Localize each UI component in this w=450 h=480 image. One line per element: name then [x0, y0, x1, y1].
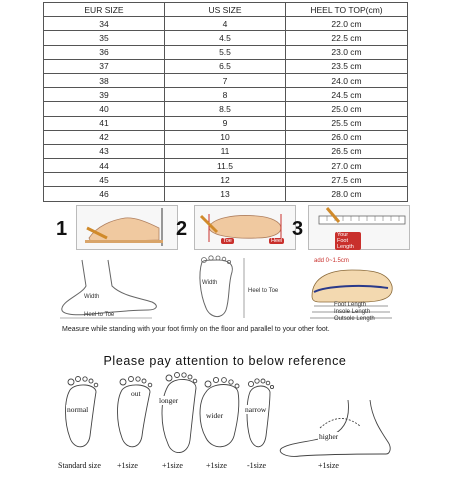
- eur-size-cell: 43: [44, 144, 165, 158]
- step-number-1: 1: [56, 218, 68, 240]
- measure-instruction: Measure while standing with your foot firmly on the floor and parallel to your other foot.: [62, 326, 330, 333]
- eur-size-cell: 35: [44, 31, 165, 45]
- header-heel-to-top: HEEL TO TOP(cm): [286, 3, 408, 17]
- step-2-image: [194, 205, 296, 250]
- heel-to-top-cell: 23.0 cm: [286, 45, 408, 59]
- foot-shape-drawings: [0, 370, 450, 470]
- eur-size-cell: 39: [44, 88, 165, 102]
- size-label-wider: +1size: [206, 461, 227, 470]
- toe-tag: Toe: [223, 238, 232, 244]
- heel-to-top-cell: 22.5 cm: [286, 31, 408, 45]
- heel-to-top-cell: 22.0 cm: [286, 17, 408, 31]
- heel-tag: Heel: [271, 238, 283, 244]
- size-label-out: +1size: [117, 461, 138, 470]
- us-size-cell: 11: [165, 144, 286, 158]
- table-row: [44, 116, 408, 130]
- eur-size-cell: 44: [44, 159, 165, 173]
- header-eur-size: EUR SIZE: [44, 3, 165, 17]
- heel-to-top-cell: 28.0 cm: [286, 187, 408, 201]
- width-label-top: Width: [202, 280, 218, 286]
- eur-size-cell: 36: [44, 45, 165, 59]
- foot-label-normal: normal: [67, 405, 89, 414]
- heel-to-top-cell: 26.0 cm: [286, 130, 408, 144]
- us-size-cell: 7: [165, 73, 286, 87]
- foot-measure-diagrams: [52, 256, 408, 324]
- table-row: [44, 31, 408, 45]
- heel-to-top-cell: 26.5 cm: [286, 144, 408, 158]
- eur-size-cell: 34: [44, 17, 165, 31]
- heel-to-toe-label-top: Heel to Toe: [248, 288, 279, 294]
- foot-label-higher: higher: [319, 432, 339, 441]
- foot-length-label: Foot Length: [334, 302, 367, 308]
- step-number-2: 2: [176, 218, 188, 240]
- eur-size-cell: 41: [44, 116, 165, 130]
- size-label-longer: +1size: [162, 461, 183, 470]
- eur-size-cell: 40: [44, 102, 165, 116]
- table-row: [44, 173, 408, 187]
- heel-to-top-cell: 23.5 cm: [286, 59, 408, 73]
- table-row: [44, 144, 408, 158]
- heel-to-top-cell: 25.0 cm: [286, 102, 408, 116]
- eur-size-cell: 37: [44, 59, 165, 73]
- us-size-cell: 4: [165, 17, 286, 31]
- table-header-row: [44, 3, 408, 17]
- eur-size-cell: 42: [44, 130, 165, 144]
- table-row: [44, 159, 408, 173]
- us-size-cell: 8.5: [165, 102, 286, 116]
- us-size-cell: 10: [165, 130, 286, 144]
- heel-to-top-cell: 25.5 cm: [286, 116, 408, 130]
- size-label-narrow: -1size: [247, 461, 267, 470]
- table-row: [44, 187, 408, 201]
- size-label-higher: +1size: [318, 461, 339, 470]
- eur-size-cell: 45: [44, 173, 165, 187]
- us-size-cell: 9: [165, 116, 286, 130]
- foot-label-wider: wider: [206, 411, 224, 420]
- heel-to-toe-label-side: Heel to Toe: [84, 312, 115, 318]
- outsole-length-label: Outsole Length: [334, 316, 375, 322]
- heel-to-top-cell: 27.0 cm: [286, 159, 408, 173]
- step-3-image: [308, 205, 410, 250]
- foot-label-out: out: [131, 389, 141, 398]
- us-size-cell: 6.5: [165, 59, 286, 73]
- table-row: [44, 59, 408, 73]
- heel-to-top-cell: 24.5 cm: [286, 88, 408, 102]
- us-size-cell: 4.5: [165, 31, 286, 45]
- us-size-cell: 11.5: [165, 159, 286, 173]
- foot-label-longer: longer: [159, 396, 179, 405]
- size-label-standard: Standard size: [58, 461, 101, 470]
- heel-to-top-cell: 27.5 cm: [286, 173, 408, 187]
- table-row: [44, 17, 408, 31]
- table-row: [44, 130, 408, 144]
- foot-label-narrow: narrow: [245, 405, 267, 414]
- heel-to-top-cell: 24.0 cm: [286, 73, 408, 87]
- header-us-size: US SIZE: [165, 3, 286, 17]
- table-row: [44, 73, 408, 87]
- eur-size-cell: 46: [44, 187, 165, 201]
- step-number-3: 3: [292, 218, 304, 240]
- table-row: [44, 88, 408, 102]
- table-row: [44, 102, 408, 116]
- us-size-cell: 12: [165, 173, 286, 187]
- foot-length-tag: Your Foot Length: [335, 232, 361, 250]
- us-size-cell: 8: [165, 88, 286, 102]
- size-chart-table: [43, 2, 408, 202]
- width-label-side: Width: [84, 294, 100, 300]
- step-1-image: [76, 205, 178, 250]
- measurement-steps: [52, 202, 408, 252]
- add-note-label: add 0~1.5cm: [314, 258, 349, 264]
- insole-length-label: Insole Length: [334, 309, 371, 315]
- us-size-cell: 5.5: [165, 45, 286, 59]
- step-1-foot-illustration: [77, 206, 177, 249]
- us-size-cell: 13: [165, 187, 286, 201]
- eur-size-cell: 38: [44, 73, 165, 87]
- table-row: [44, 45, 408, 59]
- reference-title: Please pay attention to below reference: [103, 354, 347, 368]
